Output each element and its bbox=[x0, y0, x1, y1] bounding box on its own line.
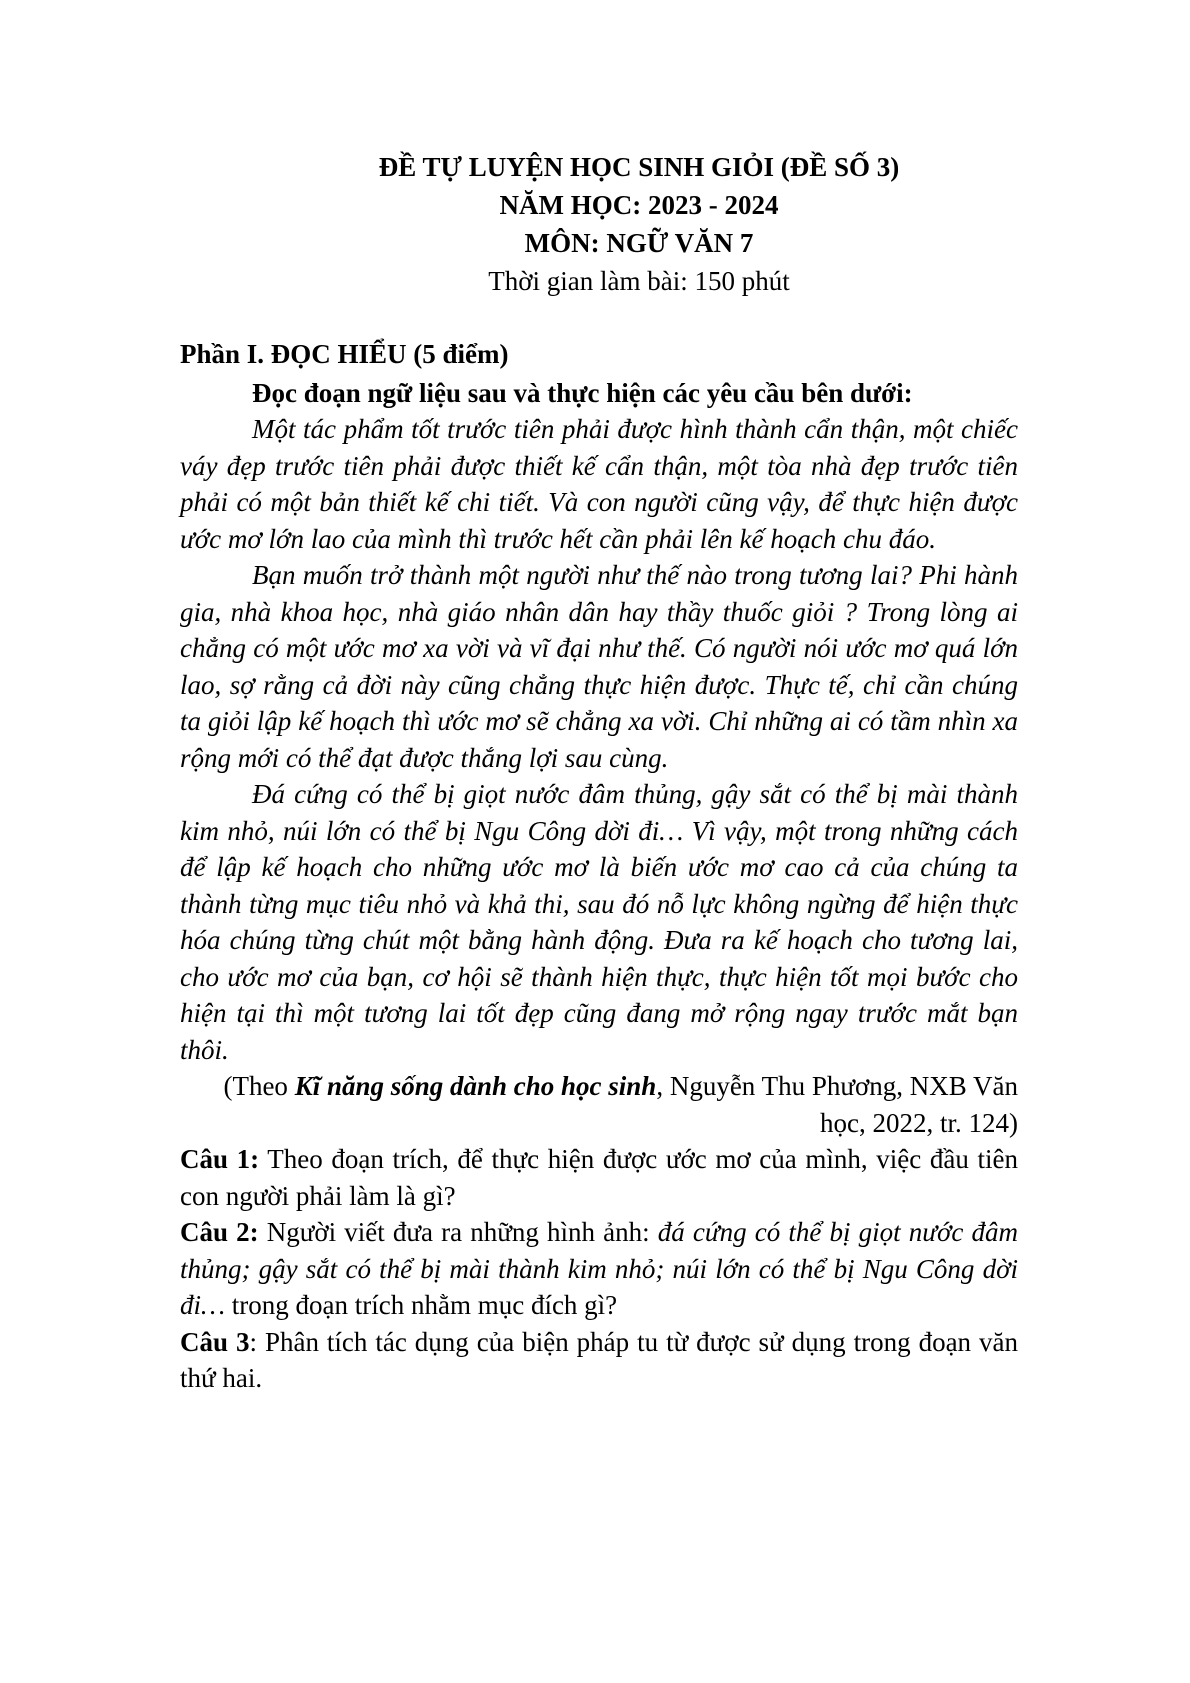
section-title: Phần I. ĐỌC HIỂU (5 điểm) bbox=[180, 339, 509, 369]
question-2 bbox=[180, 1214, 1018, 1324]
citation-rest: , Nguyễn Thu Phương, NXB Văn học, 2022, tr. 124) bbox=[656, 1071, 1018, 1138]
passage-paragraph: Đá cứng có thể bị giọt nước đâm thủng, gậy sắt có thể bị mài thành kim nhỏ, núi lớn có thể bị Ngu Công dời đi… Vì vậy, một trong những cách để lập kế hoạch cho những ước mơ là biến ước mơ cao cả của chúng ta thành từng mục tiêu nhỏ và khả thi, sau đó nỗ lực không ngừng để hiện thực hóa chúng từng chút một bằng hành động. Đưa ra kế hoạch cho tương lai, cho ước mơ của bạn, cơ hội sẽ thành hiện thực, thực hiện tốt mọi bước cho hiện tại thì một tương lai tốt đẹp cũng đang mở rộng ngay trước mắt bạn thôi. bbox=[180, 779, 1018, 1065]
question-3 bbox=[180, 1324, 1018, 1397]
question-text: Người viết đưa ra những hình ảnh: bbox=[258, 1217, 658, 1247]
question-label: Câu 2: bbox=[180, 1217, 259, 1247]
passage-paragraph: Bạn muốn trở thành một người như thế nào trong tương lai? Phi hành gia, nhà khoa học, nhà giáo nhân dân hay thầy thuốc giỏi ? Trong lòng ai chẳng có một ước mơ xa vời và vĩ đại như thế. Có người nói ước mơ quá lớn lao, sợ rằng cả đời này cũng chẳng thực hiện được. Thực tế, chỉ cần chúng ta giỏi lập kế hoạch thì ước mơ sẽ chẳng xa vời. Chỉ những ai có tầm nhìn xa rộng mới có thể đạt được thắng lợi sau cùng. bbox=[180, 560, 1018, 773]
question-quote: đá cứng có thể bị giọt nước đâm thủng; gậy sắt có thể bị mài thành kim nhỏ; núi lớn có thể bị Ngu Công dời đi… bbox=[180, 1217, 1018, 1320]
reading-passage bbox=[180, 411, 1018, 1068]
source-citation bbox=[180, 1068, 1018, 1141]
passage-paragraph: Một tác phẩm tốt trước tiên phải được hình thành cẩn thận, một chiếc váy đẹp trước tiên phải được thiết kế cẩn thận, một tòa nhà đẹp trước tiên phải có một bản thiết kế chi tiết. Và con người cũng vậy, để thực hiện được ước mơ lớn lao của mình thì trước hết cần phải lên kế hoạch chu đáo. bbox=[180, 414, 1018, 554]
school-year: NĂM HỌC: 2023 - 2024 bbox=[499, 190, 779, 220]
instruction: Đọc đoạn ngữ liệu sau và thực hiện các yêu cầu bên dưới: bbox=[252, 377, 913, 408]
exam-header bbox=[260, 148, 1018, 300]
time-limit: Thời gian làm bài: 150 phút bbox=[488, 266, 790, 296]
citation-book-title: Kĩ năng sống dành cho học sinh bbox=[294, 1071, 657, 1101]
question-text-end: trong đoạn trích nhằm mục đích gì? bbox=[225, 1290, 618, 1320]
subject-line: MÔN: NGỮ VĂN 7 bbox=[524, 228, 754, 258]
question-text: : Phân tích tác dụng của biện pháp tu từ được sử dụng trong đoạn văn thứ hai. bbox=[180, 1326, 1018, 1393]
document-page bbox=[180, 148, 1018, 1397]
exam-title: ĐỀ TỰ LUYỆN HỌC SINH GIỎI (ĐỀ SỐ 3) bbox=[378, 152, 900, 182]
question-1 bbox=[180, 1141, 1018, 1214]
citation-prefix: (Theo bbox=[223, 1071, 295, 1101]
question-label: Câu 1: bbox=[180, 1144, 260, 1174]
question-label: Câu 3 bbox=[180, 1326, 250, 1357]
question-text: Theo đoạn trích, để thực hiện được ước mơ của mình, việc đầu tiên con người phải làm là gì? bbox=[180, 1144, 1018, 1211]
